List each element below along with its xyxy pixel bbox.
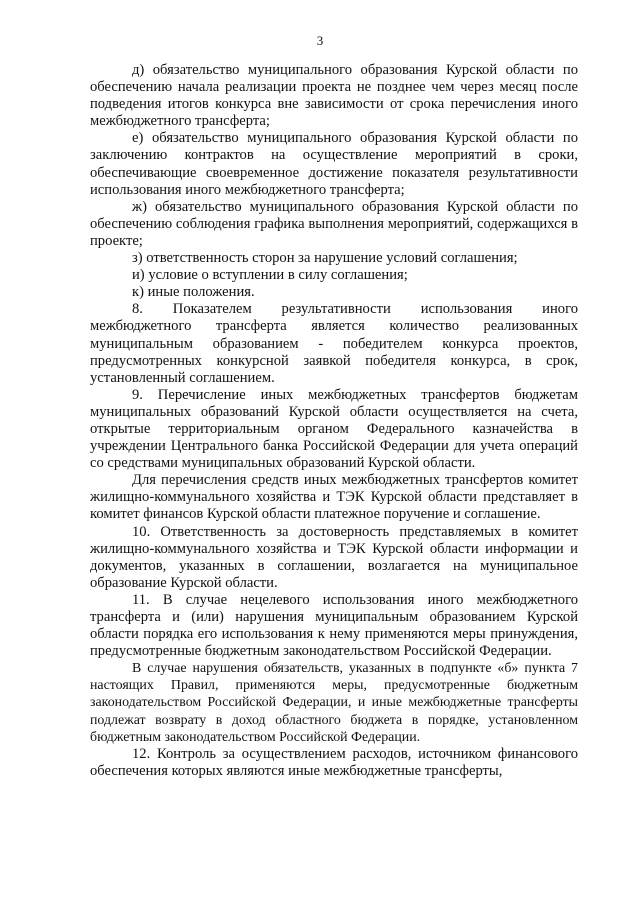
paragraph-subclause-z: з) ответственность сторон за нарушение условий соглашения; — [132, 250, 518, 267]
paragraph-clause-9: 9. Перечисление иных межбюджетных трансфертов бюджетам муниципальных образований Курской области осуществляется на счета, открытые территориальным органом Федерального казначейства в учреждении Центрального банка Российской Федерации для учета операций со средствами муниципальных образований Курской области. — [90, 386, 578, 472]
paragraph-subclause-zh: ж) обязательство муниципального образования Курской области по обеспечению соблюдения графика выполнения мероприятий, содержащихся в проекте; — [90, 198, 578, 249]
document-body — [90, 62, 578, 780]
paragraph-clause-12: 12. Контроль за осуществлением расходов, источником финансового обеспечения которых являются иные межбюджетные трансферты, — [90, 745, 578, 779]
paragraph-clause-11-continued: В случае нарушения обязательств, указанных в подпункте «б» пункта 7 настоящих Правил, применяются меры, предусмотренные бюджетным законодательством Российской Федерации, и иные межбюджетные трансферты подлежат возврату в доход областного бюджета в порядке, установленном бюджетным законодательством Российской Федерации. — [90, 661, 578, 745]
paragraph-subclause-d: д) обязательство муниципального образования Курской области по обеспечению начала реализации проекта не позднее чем через месяц после подведения итогов конкурса вне зависимости от срока перечисления иного межбюджетного трансферта; — [90, 62, 578, 130]
paragraph-clause-11: 11. В случае нецелевого использования иного межбюджетного трансферта и (или) нарушения муниципальным образованием Курской области порядка его использования к нему применяются меры принуждения, предусмотренные бюджетным законодательством Российской Федерации. — [90, 591, 578, 660]
paragraph-clause-10: 10. Ответственность за достоверность представляемых в комитет жилищно-коммунального хозяйства и ТЭК Курской области информации и документов, указанных в соглашении, возлагается на муниципальное образование Курской области. — [90, 523, 578, 591]
paragraph-subclause-k: к) иные положения. — [132, 284, 255, 301]
paragraph-subclause-e: е) обязательство муниципального образования Курской области по заключению контрактов на осуществление мероприятий в сроки, обеспечивающие своевременное достижение показателя результативности использования иного межбюджетного трансферта; — [90, 130, 578, 198]
paragraph-clause-8: 8. Показателем результативности использования иного межбюджетного трансферта является количество реализованных муниципальным образованием - победителем конкурса проектов, предусмотренных конкурсной заявкой победителя конкурса, в срок, установленный соглашением. — [90, 301, 578, 386]
page-number: 3 — [316, 33, 324, 48]
paragraph-clause-9-continued: Для перечисления средств иных межбюджетных трансфертов комитет жилищно-коммунального хозяйства и ТЭК Курской области представляет в комитет финансов Курской области платежное поручение и соглашение. — [90, 472, 578, 523]
paragraph-subclause-i: и) условие о вступлении в силу соглашения; — [132, 267, 408, 284]
